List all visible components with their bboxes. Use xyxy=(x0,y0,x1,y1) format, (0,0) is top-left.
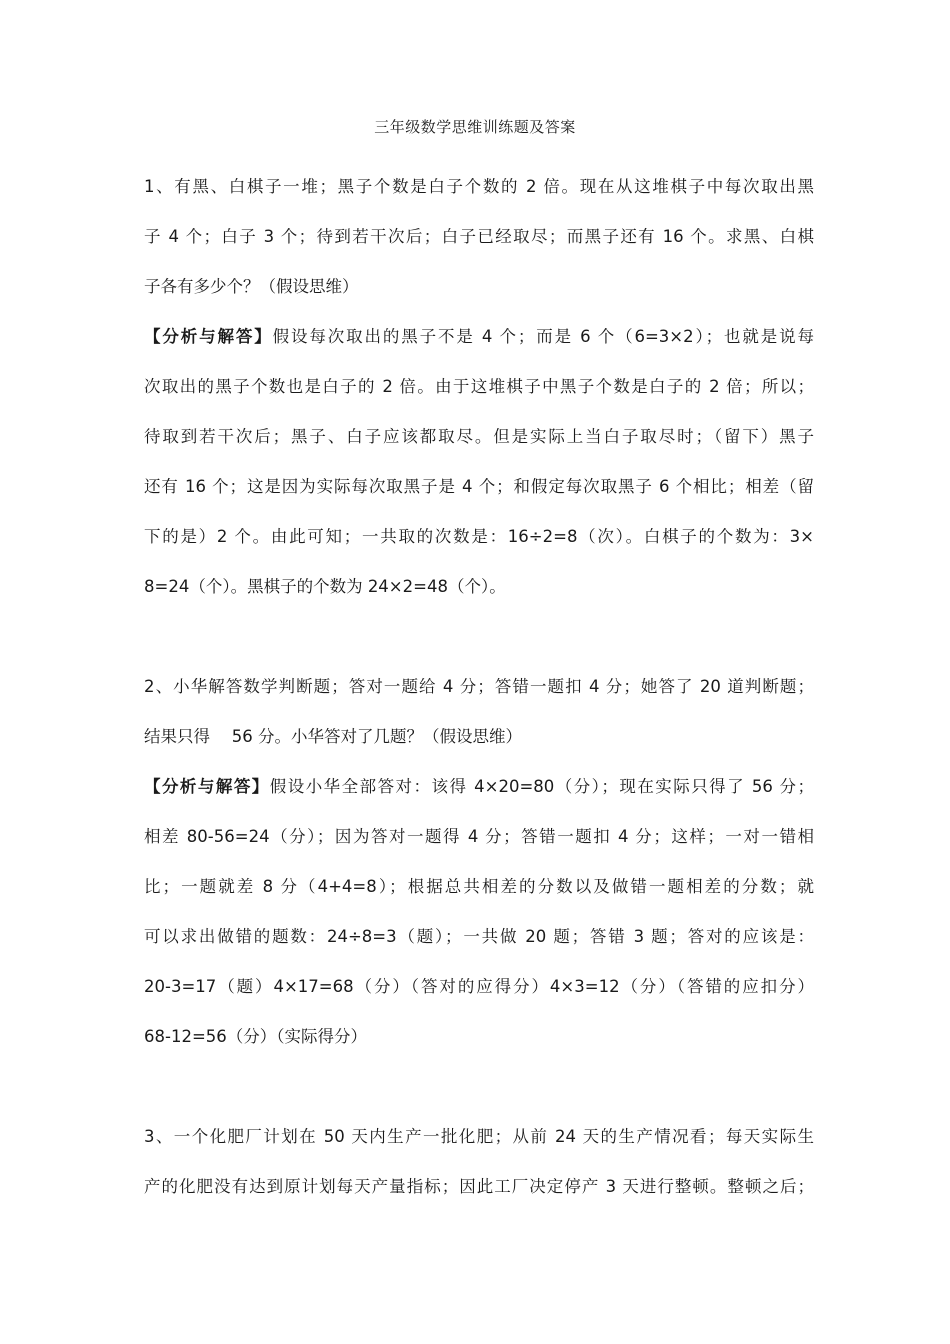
answer-2-line-1 xyxy=(144,774,814,824)
answer-2-line-5: 20-3=17（题）4×17=68（分）（答对的应得分）4×3=12（分）（答错的应扣分） xyxy=(144,977,814,996)
question-3-line-1: 3、一个化肥厂计划在 50 天内生产一批化肥；从前 24 天的生产情况看；每天实际生 xyxy=(144,1127,814,1146)
answer-label: 【分析与解答】 xyxy=(144,777,270,796)
answer-1-line-2: 次取出的黑子个数也是白子的 2 倍。由于这堆棋子中黑子个数是白子的 2 倍；所以； xyxy=(144,377,814,396)
document-body xyxy=(144,174,814,1224)
answer-2-line-6: 68-12=56（分）（实际得分） xyxy=(144,1027,368,1046)
spacer xyxy=(144,624,814,674)
question-1-line-2: 子 4 个；白子 3 个；待到若干次后；白子已经取尽；而黑子还有 16 个。求黑、白棋 xyxy=(144,227,814,246)
document-title: 三年级数学思维训练题及答案 xyxy=(374,118,576,136)
answer-1-line-5: 下的是）2 个。由此可知；一共取的次数是：16÷2=8（次）。白棋子的个数为：3× xyxy=(144,527,814,546)
answer-2-text: 假设小华全部答对：该得 4×20=80（分）；现在实际只得了 56 分； xyxy=(269,777,814,796)
answer-2-line-2: 相差 80-56=24（分）；因为答对一题得 4 分；答错一题扣 4 分；这样；一对一错相 xyxy=(144,827,814,846)
answer-2-line-3: 比；一题就差 8 分（4+4=8）；根据总共相差的分数以及做错一题相差的分数；就 xyxy=(144,877,814,896)
answer-1-line-3: 待取到若干次后；黑子、白子应该都取尽。但是实际上当白子取尽时；（留下）黑子 xyxy=(144,427,814,446)
answer-1-line-6: 8=24（个）。黑棋子的个数为 24×2=48（个）。 xyxy=(144,577,506,596)
question-1-line-3: 子各有多少个？（假设思维） xyxy=(144,277,359,296)
question-1-line-1: 1、有黑、白棋子一堆；黑子个数是白子个数的 2 倍。现在从这堆棋子中每次取出黑 xyxy=(144,177,814,196)
question-2-line-2: 结果只得 56 分。小华答对了几题？（假设思维） xyxy=(144,727,522,746)
answer-2-line-4: 可以求出做错的题数：24÷8=3（题）；一共做 20 题；答错 3 题；答对的应该是： xyxy=(144,927,814,946)
answer-1-text: 假设每次取出的黑子不是 4 个；而是 6 个（6=3×2）；也就是说每 xyxy=(272,327,814,346)
question-2-line-1: 2、小华解答数学判断题；答对一题给 4 分；答错一题扣 4 分；她答了 20 道判断题； xyxy=(144,677,814,696)
answer-1-line-1 xyxy=(144,324,814,374)
spacer xyxy=(144,1074,814,1124)
answer-label: 【分析与解答】 xyxy=(144,327,273,346)
answer-1-line-4: 还有 16 个；这是因为实际每次取黑子是 4 个；和假定每次取黑子 6 个相比；相差（留 xyxy=(144,477,814,496)
question-3-line-2: 产的化肥没有达到原计划每天产量指标；因此工厂决定停产 3 天进行整顿。整顿之后； xyxy=(144,1177,814,1196)
